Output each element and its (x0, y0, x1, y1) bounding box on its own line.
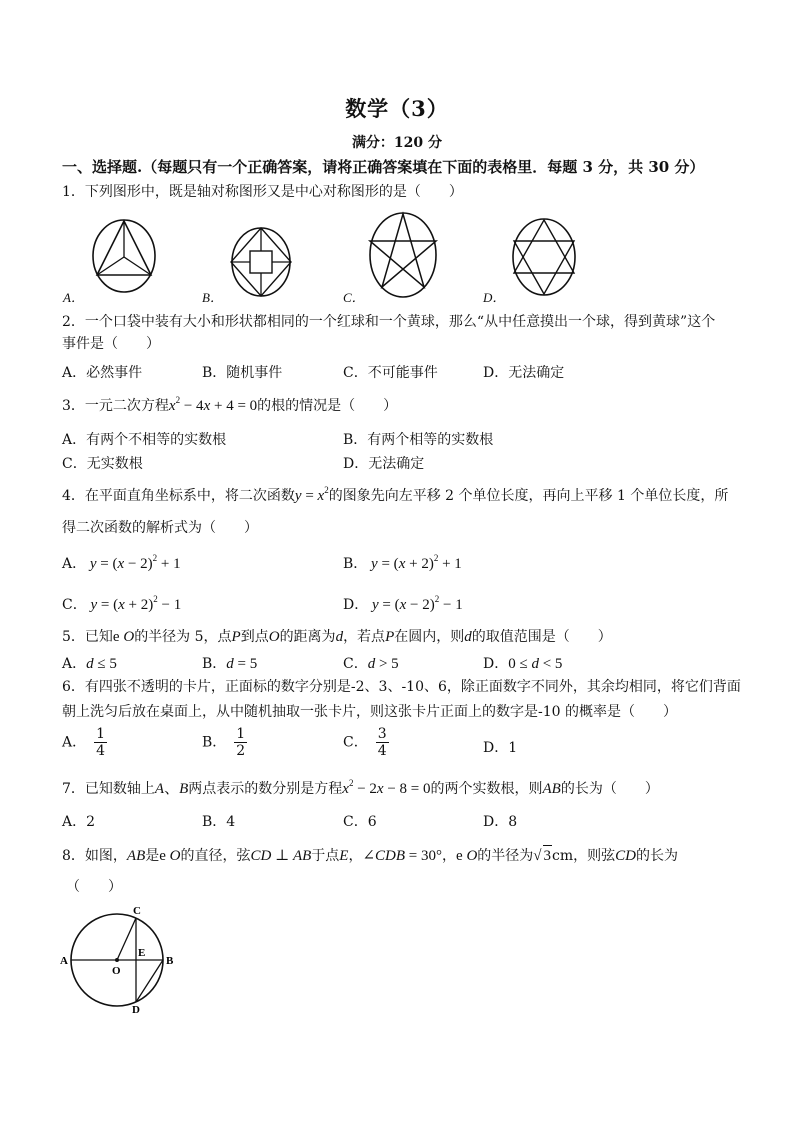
q8-line1 (62, 845, 678, 866)
q5-p5: 在圆内，则 (394, 629, 465, 645)
q6-option-c (343, 726, 389, 759)
q5-expr-c: d > 5 (367, 656, 399, 672)
q8-p7: 的半径为 (477, 848, 534, 864)
q5-p1: 的半径为 5，点 (134, 629, 232, 645)
q5-circle-o: e O (112, 629, 135, 645)
q7-mid2: 的两个实数根，则 (430, 781, 543, 797)
q6-frac-b-den: 2 (236, 743, 246, 759)
q5-option-c (343, 653, 399, 673)
q8-p4: 于点 (311, 848, 340, 864)
q4-option-d (343, 594, 463, 614)
q8-figure (60, 900, 180, 1020)
q5-label-b: B． (202, 656, 227, 672)
q4-line1 (62, 486, 728, 506)
q5-p3: 的距离为 (279, 629, 336, 645)
q5-stem (62, 627, 612, 647)
q3-prefix: 3．一元二次方程 (62, 398, 169, 414)
q8-p2: 是 (145, 848, 160, 864)
q6-label-b: B． (202, 734, 227, 751)
q4-option-b (343, 553, 462, 573)
q6-frac-b-num: 1 (236, 726, 246, 742)
q6-frac-a (94, 726, 107, 759)
q6-label-a: A． (62, 734, 87, 751)
q1-stem: 1．下列图形中，既是轴对称图形又是中心对称图形的是（ ） (62, 184, 463, 200)
q6-option-b (202, 726, 247, 759)
score-line: 满分：120 分 (351, 135, 443, 151)
q6-value-d: 1 (508, 740, 518, 756)
q6-frac-b (234, 726, 247, 759)
q6-frac-a-num: 1 (96, 726, 106, 742)
q4-label-d: D． (343, 597, 369, 613)
q7-option-c: C．6 (343, 814, 377, 830)
figure-b (231, 228, 291, 296)
q3-option-c: C．无实数根 (62, 456, 143, 472)
q8-angle: ∠CDB = 30° (362, 848, 443, 864)
q5-point-o: O (268, 629, 280, 645)
q7-points: A、B (154, 781, 189, 797)
q5-option-b (202, 653, 257, 673)
q8-p8: cm，则弦 (552, 848, 616, 864)
q8-circle-o2: e O (456, 848, 478, 864)
figure-c (370, 213, 436, 297)
q8-center-dot (115, 958, 119, 962)
q4-option-c (62, 594, 181, 614)
q5-expr-a: d ≤ 5 (86, 656, 117, 672)
q2-line2: 事件是（ ） (62, 336, 160, 352)
q8-radius: √ 3 (533, 848, 552, 864)
q7-equation: $x^2 - 2x - 8 = 0$ (342, 778, 431, 797)
q5-option-a (62, 653, 117, 673)
q8-label-e: E (138, 947, 146, 959)
q1-label-d: D． (483, 290, 506, 305)
q1-label-a: A． (63, 290, 84, 305)
q8-ab: AB (126, 848, 146, 864)
q8-cd: CD (615, 848, 636, 864)
q1-figures (80, 210, 720, 305)
q6-label-d: D． (483, 740, 509, 756)
q2-option-c: C．不可能事件 (343, 365, 438, 381)
q4-function: $y = x^2$ (294, 485, 329, 504)
q1-label-c: C． (343, 290, 365, 305)
q4-expr-a: $y = (x - 2)^2 + 1$ (86, 553, 181, 572)
q8-p5: ， (348, 848, 363, 864)
q4-prefix: 4．在平面直角坐标系中，将二次函数 (62, 488, 295, 504)
q3-option-a: A．有两个不相等的实数根 (62, 432, 227, 448)
q4-suffix: 的图象先向左平移 2 个单位长度，再向上平移 1 个单位长度，所 (328, 488, 729, 504)
q8-label-o: O (112, 965, 121, 977)
q5-option-d (483, 653, 562, 673)
figure-d (513, 219, 575, 295)
q7-option-a: A．2 (62, 814, 96, 830)
q4-expr-c: $y = (x + 2)^2 - 1$ (86, 594, 182, 613)
q8-p3: 的直径，弦 (180, 848, 251, 864)
q8-p9: 的长为 (635, 848, 678, 864)
q8-label-b: B (166, 955, 174, 967)
q5-expr-b: d = 5 (226, 656, 258, 672)
q3-stem (62, 396, 397, 416)
q8-perp: CD ⊥ AB (250, 848, 312, 864)
q5-label-c: C． (343, 656, 368, 672)
q5-point-p2: P (385, 629, 395, 645)
q8-circle-o: e O (159, 848, 181, 864)
q5-var-d2: d (464, 629, 472, 645)
q7-prefix: 7．已知数轴上 (62, 781, 155, 797)
q6-option-d (483, 737, 517, 757)
q5-p4: ，若点 (343, 629, 386, 645)
q3-suffix: 的根的情况是（ ） (257, 398, 398, 414)
q4-line2: 得二次函数的解析式为（ ） (62, 520, 258, 536)
q5-expr-d: 0 ≤ d < 5 (508, 656, 563, 672)
q4-expr-d: $y = (x - 2)^2 - 1$ (368, 594, 463, 613)
q2-option-d: D．无法确定 (483, 365, 565, 381)
q4-label-a: A． (62, 556, 87, 572)
q6-frac-c-den: 4 (377, 743, 387, 759)
q2-line1: 2．一个口袋中装有大小和形状都相同的一个红球和一个黄球，那么“从中任意摸出一个球，得到黄球”这个 (62, 314, 716, 330)
q2-option-a: A．必然事件 (62, 365, 143, 381)
q4-label-c: C． (62, 597, 87, 613)
q8-segment-db (136, 960, 163, 1002)
q8-p1: 8．如图， (62, 848, 127, 864)
q8-line2: （ ） (66, 879, 122, 895)
q1-label-b: B． (202, 290, 223, 305)
q7-mid1: 两点表示的数分别是方程 (188, 781, 343, 797)
q5-var-d: d (335, 629, 344, 645)
q6-label-c: C． (343, 734, 368, 751)
q2-option-b: B．随机事件 (202, 365, 283, 381)
q7-stem (62, 779, 659, 799)
q5-p0: 5．已知 (62, 629, 113, 645)
q7-suffix: 的长为（ ） (560, 781, 659, 797)
q7-option-d: D．8 (483, 814, 518, 830)
q6-frac-a-den: 4 (96, 743, 106, 759)
q8-segment-oc (117, 918, 136, 960)
q3-option-b: B．有两个相等的实数根 (343, 432, 494, 448)
q8-label-a: A (60, 955, 68, 967)
section-heading: 一、选择题.（每题只有一个正确答案，请将正确答案填在下面的表格里．每题 3 分，共 30 分） (62, 158, 705, 176)
q7-option-b: B．4 (202, 814, 236, 830)
q5-label-d: D． (483, 656, 509, 672)
q6-option-a (62, 726, 107, 759)
q6-frac-c-num: 3 (377, 726, 387, 742)
q6-line1: 6．有四张不透明的卡片，正面标的数字分别是-2、3、-10、6，除正面数字不同外，其余均相同，将它们背面 (62, 679, 741, 695)
q8-label-d: D (132, 1004, 140, 1016)
q4-expr-b: $y = (x + 2)^2 + 1$ (367, 553, 462, 572)
q8-p6: ， (442, 848, 457, 864)
page-title: 数学（3） (345, 96, 449, 121)
q8-label-c: C (133, 905, 141, 917)
q5-point-p: P (231, 629, 241, 645)
q4-label-b: B． (343, 556, 368, 572)
q3-equation: $x^2 - 4x + 4 = 0$ (168, 395, 258, 414)
figure-a (93, 220, 155, 292)
q4-option-a (62, 553, 181, 573)
q5-p2: 到点 (240, 629, 269, 645)
q6-frac-c (376, 726, 389, 759)
q7-ab: AB (542, 781, 561, 797)
q3-option-d: D．无法确定 (343, 456, 425, 472)
q5-p6: 的取值范围是（ ） (471, 629, 612, 645)
q5-label-a: A． (62, 656, 87, 672)
q8-point-e: E (339, 848, 349, 864)
q6-line2: 朝上洗匀后放在桌面上，从中随机抽取一张卡片，则这张卡片正面上的数字是-10 的概率是（ ） (62, 704, 677, 720)
